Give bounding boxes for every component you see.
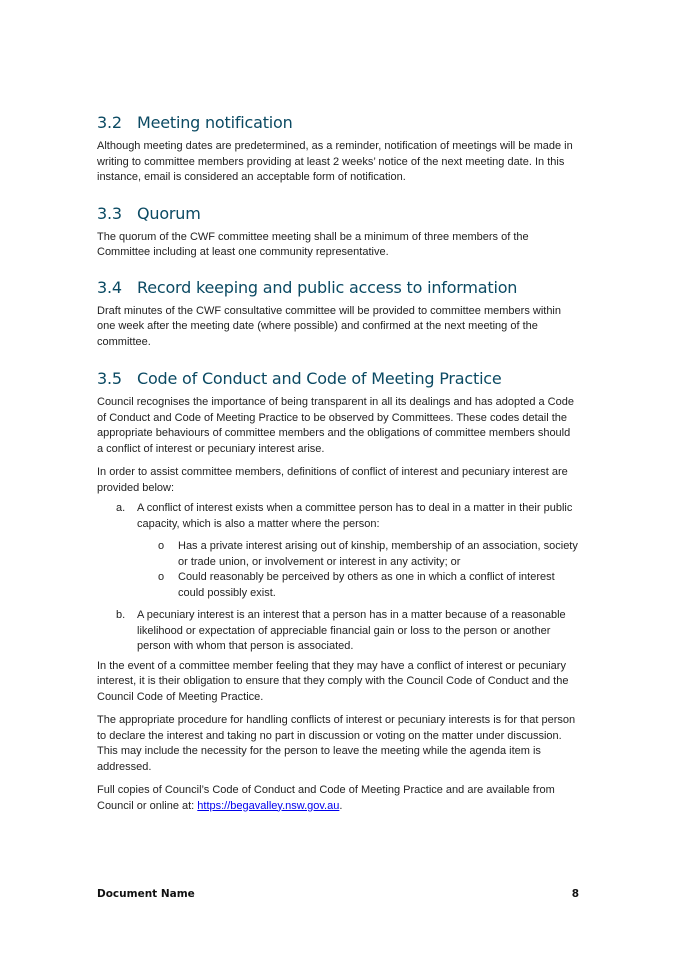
sub-list-text: Could reasonably be perceived by others as one in which a conflict of interest could possibly exist. bbox=[178, 571, 555, 599]
bullet-marker: o bbox=[158, 540, 165, 552]
section-title: Meeting notification bbox=[137, 113, 293, 132]
sub-list-item bbox=[137, 570, 579, 601]
section-number: 3.3 bbox=[97, 203, 122, 223]
section-title: Quorum bbox=[137, 203, 201, 223]
list-marker: b. bbox=[116, 609, 126, 621]
section-record-keeping bbox=[97, 278, 579, 351]
section-heading bbox=[97, 369, 579, 389]
paragraph: Draft minutes of the CWF consultative committee will be provided to committee members within one week after the meeting date (where possible) and confirmed at the next meeting of the committee. bbox=[97, 304, 561, 348]
section-number: 3.4 bbox=[97, 277, 122, 297]
sub-list-text: Has a private interest arising out of kinship, membership of an association, society or trade union, or involvement or interest in any activity; or bbox=[178, 540, 578, 568]
council-website-link[interactable]: https://begavalley.nsw.gov.au bbox=[197, 799, 340, 812]
section-number: 3.5 bbox=[97, 369, 122, 388]
section-heading bbox=[97, 204, 579, 224]
paragraph: Council recognises the importance of being transparent in all its dealings and has adopted a Code of Conduct and Code of Meeting Practice to be observed by Committees. These codes detail the appropriate behaviours of committee members and the obligations of committee members should a conflict of interest or pecuniary interest arise. bbox=[97, 396, 574, 455]
paragraph: The appropriate procedure for handling conflicts of interest or pecuniary interests is for that person to declare the interest and taking no part in discussion or voting on the matter under discussion. This may include the necessity for the person to leave the meeting while the agenda item is addressed. bbox=[97, 714, 576, 773]
section-number: 3.2 bbox=[97, 113, 122, 132]
section-title: Record keeping and public access to information bbox=[137, 277, 518, 297]
paragraph-end: . bbox=[339, 799, 343, 812]
paragraph: In order to assist committee members, definitions of conflict of interest and pecuniary interest are provided below: bbox=[97, 466, 568, 494]
list-item-text: A conflict of interest exists when a committee person has to deal in a matter in their public capacity, which is also a matter where the person: bbox=[137, 502, 573, 530]
document-page bbox=[97, 113, 579, 814]
section-heading bbox=[97, 113, 579, 133]
paragraph: Although meeting dates are predetermined, as a reminder, notification of meetings will be made in writing to committee members providing at least 2 weeks’ notice of the next meeting date. In this instance, email is considered an acceptable form of notification. bbox=[97, 140, 573, 183]
paragraph: The quorum of the CWF committee meeting shall be a minimum of three members of the Committee including at least one community representative. bbox=[97, 230, 529, 258]
sub-list bbox=[137, 539, 579, 601]
list-marker: a. bbox=[116, 502, 126, 514]
section-code-of-conduct bbox=[97, 369, 579, 814]
list-item-conflict-of-interest bbox=[97, 501, 579, 608]
list-item-text: A pecuniary interest is an interest that a person has in a matter because of a reasonable likelihood or expectation of appreciable financial gain or loss to the person or another person with whom that person is associated. bbox=[137, 609, 566, 652]
sub-list-item bbox=[137, 539, 579, 570]
section-heading bbox=[97, 278, 579, 298]
section-title: Code of Conduct and Code of Meeting Practice bbox=[137, 369, 502, 388]
section-meeting-notification bbox=[97, 113, 579, 186]
paragraph-with-link bbox=[97, 783, 579, 814]
footer-page-number: 8 bbox=[571, 888, 579, 900]
definitions-list bbox=[97, 501, 579, 655]
bullet-marker: o bbox=[158, 571, 165, 583]
list-item-pecuniary-interest bbox=[97, 608, 579, 655]
section-quorum bbox=[97, 204, 579, 261]
paragraph: In the event of a committee member feeling that they may have a conflict of interest or pecuniary interest, it is their obligation to ensure that they comply with the Council Code of Conduct and the Council Code of Meeting Practice. bbox=[97, 659, 569, 703]
page-footer bbox=[97, 888, 579, 900]
footer-document-name: Document Name bbox=[97, 888, 195, 900]
paragraph-text: Full copies of Council’s Code of Conduct and Code of Meeting Practice and are available from Council or online at: bbox=[97, 784, 555, 812]
